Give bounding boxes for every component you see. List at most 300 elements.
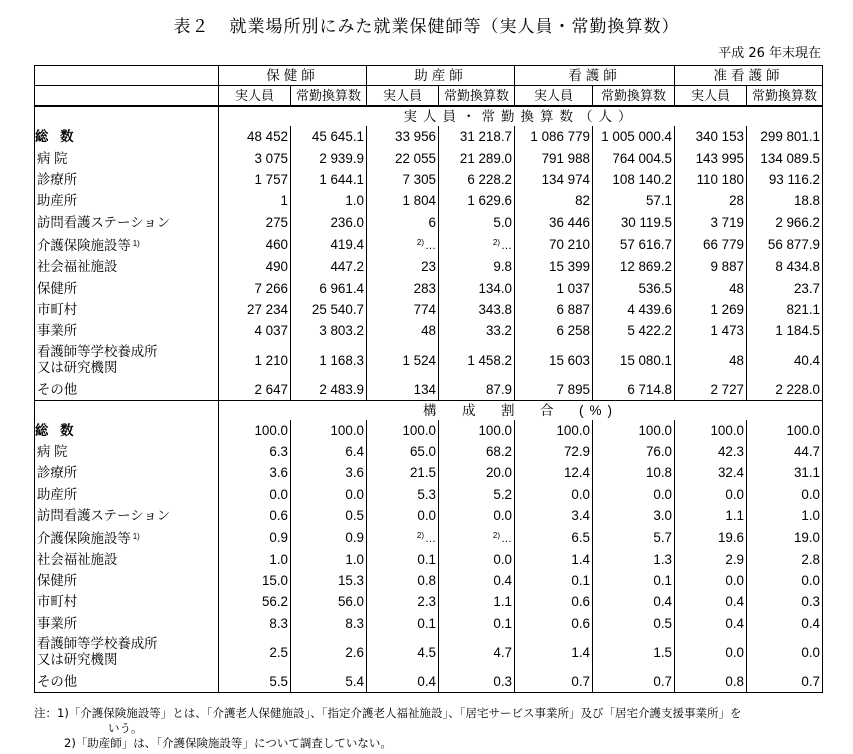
section-label-spacer: [35, 400, 219, 420]
table-cell: 33 956: [367, 126, 439, 147]
table-cell: 0.9: [219, 526, 291, 549]
table-cell: 76.0: [593, 441, 675, 462]
footnote-1-continued: いう。: [108, 721, 143, 735]
table-cell: 15.3: [291, 570, 367, 591]
row-label-hospital: [35, 441, 219, 462]
table-cell: 5.2: [439, 483, 515, 504]
table-row: [35, 277, 823, 298]
table-cell: 1 524: [367, 342, 439, 379]
table-cell: 0.7: [593, 671, 675, 693]
table-cell: 5.7: [593, 526, 675, 549]
table-cell: 460: [219, 233, 291, 256]
table-cell: [439, 526, 515, 549]
table-cell: 70 210: [515, 233, 593, 256]
table-cell: 2.5: [219, 634, 291, 671]
table-cell: 0.0: [747, 634, 823, 671]
table-cell: 48: [675, 277, 747, 298]
row-label-text: 事業所: [37, 323, 78, 339]
table-cell: 0.0: [439, 549, 515, 570]
table-cell: 0.0: [593, 483, 675, 504]
table-cell: 8.3: [219, 612, 291, 633]
table-row: [35, 634, 823, 671]
table-row: [35, 320, 823, 341]
row-label-text: 病 院: [37, 150, 68, 166]
row-label-office: [35, 612, 219, 633]
table-cell: 0.0: [747, 483, 823, 504]
table-cell: 2 483.9: [291, 379, 367, 401]
table-cell: 12.4: [515, 462, 593, 483]
group-header: 保健師: [219, 66, 367, 86]
row-label-line: 看護師等学校養成所: [37, 344, 158, 360]
table-cell: 340 153: [675, 126, 747, 147]
table-cell: 1 184.5: [747, 320, 823, 341]
table-cell: 48: [367, 320, 439, 341]
table-cell: 33.2: [439, 320, 515, 341]
sub-header-row: [35, 86, 823, 107]
table-cell: 1 629.6: [439, 190, 515, 211]
table-cell: 5.0: [439, 212, 515, 233]
table-cell: 7 895: [515, 379, 593, 401]
row-label-visiting: [35, 505, 219, 526]
table-cell: 5.5: [219, 671, 291, 693]
table-row: [35, 379, 823, 401]
table-cell: 87.9: [439, 379, 515, 401]
table-cell: 6 887: [515, 299, 593, 320]
table-cell: 48: [675, 342, 747, 379]
table-cell: 0.1: [367, 612, 439, 633]
row-label-text: 社会福祉施設: [37, 259, 118, 275]
table-cell: 65.0: [367, 441, 439, 462]
table-cell: 56.2: [219, 591, 291, 612]
table-cell: 42.3: [675, 441, 747, 462]
table-row: [35, 342, 823, 379]
table-cell: 0.4: [439, 570, 515, 591]
footnote-mark: 2): [492, 237, 500, 247]
table-cell: 299 801.1: [747, 126, 823, 147]
table-cell: 275: [219, 212, 291, 233]
table-cell: 2.6: [291, 634, 367, 671]
row-label-line: 看護師等学校養成所: [37, 636, 158, 652]
table-cell: 4 439.6: [593, 299, 675, 320]
row-label-municipality: [35, 591, 219, 612]
table-row: [35, 549, 823, 570]
table-row: [35, 483, 823, 504]
table-cell: 0.0: [675, 483, 747, 504]
table-cell: 1 005 000.4: [593, 126, 675, 147]
table-cell: 0.1: [439, 612, 515, 633]
table-number: 表２: [173, 17, 210, 37]
row-label-text: 市町村: [37, 594, 78, 610]
table-cell: 9 887: [675, 256, 747, 277]
table-cell: 5.4: [291, 671, 367, 693]
table-cell: 57 616.7: [593, 233, 675, 256]
table-row: [35, 147, 823, 168]
table-cell: 21 289.0: [439, 147, 515, 168]
table-cell: 0.8: [367, 570, 439, 591]
row-label-total: [35, 126, 219, 147]
table-cell: 100.0: [593, 420, 675, 441]
section-header-ratios: [35, 400, 823, 420]
group-header: 准看護師: [675, 66, 823, 86]
table-cell: 0.0: [219, 483, 291, 504]
row-label-clinic: [35, 462, 219, 483]
row-label-other: [35, 671, 219, 693]
table-title-text: 就業場所別にみた就業保健師等（実人員・常勤換算数）: [229, 17, 680, 37]
table-cell: 20.0: [439, 462, 515, 483]
row-label-text: 診療所: [37, 171, 78, 187]
table-cell: 0.0: [367, 505, 439, 526]
table-cell: 1.4: [515, 634, 593, 671]
table-cell: 31.1: [747, 462, 823, 483]
table-row: [35, 420, 823, 441]
table-cell: 7 305: [367, 169, 439, 190]
table-cell: 1.1: [675, 505, 747, 526]
table-cell: 21.5: [367, 462, 439, 483]
table-row: [35, 462, 823, 483]
row-label-office: [35, 320, 219, 341]
table-cell: 6 961.4: [291, 277, 367, 298]
row-label-text: 保健所: [37, 280, 78, 296]
table-cell: 68.2: [439, 441, 515, 462]
not-surveyed-mark: …: [501, 532, 512, 545]
table-cell: 1.0: [747, 505, 823, 526]
table-cell: 27 234: [219, 299, 291, 320]
footnote-mark: 1): [132, 531, 140, 541]
row-label-health-center: [35, 570, 219, 591]
footnote-mark: 1): [132, 238, 140, 248]
table-cell: 3.4: [515, 505, 593, 526]
table-cell: 4.5: [367, 634, 439, 671]
table-cell: 0.3: [747, 591, 823, 612]
row-label-text: 総 数: [35, 129, 78, 145]
table-cell: 1 086 779: [515, 126, 593, 147]
table-cell: 0.1: [515, 570, 593, 591]
header-corner: [35, 86, 219, 107]
table-cell: 66 779: [675, 233, 747, 256]
table-cell: 4 037: [219, 320, 291, 341]
table-cell: 6 228.2: [439, 169, 515, 190]
row-label-municipality: [35, 299, 219, 320]
table-cell: 1 473: [675, 320, 747, 341]
table-cell: 36 446: [515, 212, 593, 233]
table-cell: 6.4: [291, 441, 367, 462]
table-cell: 3.0: [593, 505, 675, 526]
table-cell: 0.0: [515, 483, 593, 504]
table-cell: 6.3: [219, 441, 291, 462]
row-label-visiting: [35, 212, 219, 233]
row-label-text: 助産所: [37, 486, 78, 502]
section-label-spacer: [35, 106, 219, 126]
table-cell: 1 210: [219, 342, 291, 379]
table-cell: 143 995: [675, 147, 747, 168]
table-cell: 0.4: [593, 591, 675, 612]
table-cell: 3.6: [291, 462, 367, 483]
table-cell: 1 757: [219, 169, 291, 190]
table-cell: 56 877.9: [747, 233, 823, 256]
table-cell: 134 089.5: [747, 147, 823, 168]
table-cell: 236.0: [291, 212, 367, 233]
row-label-text: 総 数: [35, 423, 78, 438]
table-cell: 8 434.8: [747, 256, 823, 277]
group-header-row: [35, 66, 823, 86]
row-label-welfare: [35, 549, 219, 570]
row-label-text: その他: [37, 673, 78, 689]
table-cell: 2 966.2: [747, 212, 823, 233]
group-header: 助産師: [367, 66, 515, 86]
table-cell: 100.0: [367, 420, 439, 441]
table-cell: 28: [675, 190, 747, 211]
table-cell: 0.6: [515, 612, 593, 633]
section-header-counts: [35, 106, 823, 126]
table-cell: 0.8: [675, 671, 747, 693]
table-row: [35, 256, 823, 277]
table-cell: 0.4: [675, 612, 747, 633]
table-cell: 1 269: [675, 299, 747, 320]
table-cell: 0.0: [675, 634, 747, 671]
footnote-mark: 2): [492, 530, 500, 540]
table-cell: 8.3: [291, 612, 367, 633]
table-cell: 45 645.1: [291, 126, 367, 147]
group-header: 看護師: [515, 66, 675, 86]
table-cell: 1 037: [515, 277, 593, 298]
table-cell: 32.4: [675, 462, 747, 483]
row-label-birth: [35, 483, 219, 504]
table-cell: 72.9: [515, 441, 593, 462]
table-cell: 2.8: [747, 549, 823, 570]
table-cell: 48 452: [219, 126, 291, 147]
table-cell: 0.5: [593, 612, 675, 633]
sub-header-fte: 常勤換算数: [747, 86, 823, 107]
table-cell: 791 988: [515, 147, 593, 168]
table-cell: [439, 233, 515, 256]
row-label-total: [35, 420, 219, 441]
row-label-text: 保健所: [37, 573, 78, 589]
table-cell: 2 647: [219, 379, 291, 401]
table-cell: 2.3: [367, 591, 439, 612]
table-cell: 1.3: [593, 549, 675, 570]
table-cell: 1 804: [367, 190, 439, 211]
sub-header-actual: 実人員: [675, 86, 747, 107]
table-cell: 5 422.2: [593, 320, 675, 341]
row-label-health-center: [35, 277, 219, 298]
table-cell: 30 119.5: [593, 212, 675, 233]
row-label-text: 診療所: [37, 465, 78, 481]
row-label-clinic: [35, 169, 219, 190]
table-row: [35, 212, 823, 233]
sub-header-actual: 実人員: [515, 86, 593, 107]
table-cell: 40.4: [747, 342, 823, 379]
table-row: [35, 671, 823, 693]
row-label-birth: [35, 190, 219, 211]
table-cell: 100.0: [291, 420, 367, 441]
sub-header-fte: 常勤換算数: [439, 86, 515, 107]
footnote-mark: 2): [416, 530, 424, 540]
table-cell: 15.0: [219, 570, 291, 591]
table-cell: 10.8: [593, 462, 675, 483]
table-cell: 19.6: [675, 526, 747, 549]
table-cell: 31 218.7: [439, 126, 515, 147]
row-label-hospital: [35, 147, 219, 168]
table-cell: 1 458.2: [439, 342, 515, 379]
row-label-welfare: [35, 256, 219, 277]
row-label-care: [35, 233, 219, 256]
table-cell: 1: [219, 190, 291, 211]
row-label-text: 介護保険施設等: [37, 237, 131, 253]
table-cell: 3.6: [219, 462, 291, 483]
section-title: 実人員・常勤換算数（人）: [219, 106, 823, 126]
footnotes: [34, 706, 834, 751]
table-cell: 2.9: [675, 549, 747, 570]
table-cell: 100.0: [219, 420, 291, 441]
table-cell: 25 540.7: [291, 299, 367, 320]
row-label-text: 介護保険施設等: [37, 530, 131, 546]
table-row: [35, 591, 823, 612]
table-cell: 22 055: [367, 147, 439, 168]
row-label-line: 又は研究機関: [37, 360, 118, 376]
row-label-line: 又は研究機関: [37, 652, 118, 668]
table-cell: 110 180: [675, 169, 747, 190]
table-cell: 1.5: [593, 634, 675, 671]
table-cell: 57.1: [593, 190, 675, 211]
table-cell: 1 168.3: [291, 342, 367, 379]
table-cell: 134 974: [515, 169, 593, 190]
table-cell: 100.0: [515, 420, 593, 441]
table-cell: 419.4: [291, 233, 367, 256]
table-cell: 0.5: [291, 505, 367, 526]
table-cell: [367, 526, 439, 549]
table-cell: 0.1: [367, 549, 439, 570]
table-cell: 12 869.2: [593, 256, 675, 277]
table-cell: 0.4: [747, 612, 823, 633]
table-row: [35, 233, 823, 256]
table-cell: 134: [367, 379, 439, 401]
table-cell: 134.0: [439, 277, 515, 298]
not-surveyed-mark: …: [425, 239, 436, 252]
sub-header-actual: 実人員: [367, 86, 439, 107]
row-label-school: [35, 634, 219, 671]
table-cell: 490: [219, 256, 291, 277]
footnote-2: 2)「助産師」は、「介護保険施設等」について調査していない。: [64, 736, 392, 750]
header-corner: [35, 66, 219, 86]
row-label-text: 助産所: [37, 193, 78, 209]
footnote-1: 注：1)「介護保険施設等」とは、「介護老人保健施設」、「指定介護老人福祉施設」、「居宅サービス事業所」及び「居宅介護支援事業所」を: [34, 706, 742, 720]
table-cell: 15 080.1: [593, 342, 675, 379]
table-cell: 82: [515, 190, 593, 211]
row-label-text: 事業所: [37, 615, 78, 631]
table-cell: 283: [367, 277, 439, 298]
table-cell: 100.0: [439, 420, 515, 441]
data-table: [34, 65, 823, 693]
table-cell: 2 727: [675, 379, 747, 401]
table-cell: 1.0: [219, 549, 291, 570]
footnote-mark: 2): [416, 237, 424, 247]
table-cell: 3 803.2: [291, 320, 367, 341]
sub-header-fte: 常勤換算数: [593, 86, 675, 107]
table-cell: 6.5: [515, 526, 593, 549]
table-cell: 6: [367, 212, 439, 233]
table-row: [35, 505, 823, 526]
table-row: [35, 299, 823, 320]
table-cell: 15 603: [515, 342, 593, 379]
table-cell: 1.4: [515, 549, 593, 570]
table-cell: 0.0: [439, 505, 515, 526]
table-cell: 6 258: [515, 320, 593, 341]
table-row: [35, 190, 823, 211]
row-label-text: 病 院: [37, 444, 68, 460]
table-cell: 3 075: [219, 147, 291, 168]
table-cell: 1.1: [439, 591, 515, 612]
row-label-school: [35, 342, 219, 379]
table-row: [35, 526, 823, 549]
table-cell: 23.7: [747, 277, 823, 298]
table-cell: 93 116.2: [747, 169, 823, 190]
table-cell: 343.8: [439, 299, 515, 320]
table-cell: 0.6: [515, 591, 593, 612]
table-cell: 2 939.9: [291, 147, 367, 168]
table-cell: 5.3: [367, 483, 439, 504]
table-cell: 0.0: [675, 570, 747, 591]
table-cell: 821.1: [747, 299, 823, 320]
sub-header-fte: 常勤換算数: [291, 86, 367, 107]
table-cell: 0.9: [291, 526, 367, 549]
table-cell: 0.0: [291, 483, 367, 504]
table-cell: 0.3: [439, 671, 515, 693]
table-cell: 1 644.1: [291, 169, 367, 190]
table-row: [35, 441, 823, 462]
table-cell: 0.0: [747, 570, 823, 591]
row-label-text: 市町村: [37, 301, 78, 317]
table-cell: 774: [367, 299, 439, 320]
table-cell: 7 266: [219, 277, 291, 298]
table-cell: 0.7: [515, 671, 593, 693]
row-label-text: 訪問看護ステーション: [37, 214, 171, 230]
sub-header-actual: 実人員: [219, 86, 291, 107]
row-label-text: 訪問看護ステーション: [37, 507, 171, 523]
row-label-care: [35, 526, 219, 549]
table-cell: 44.7: [747, 441, 823, 462]
table-cell: 18.8: [747, 190, 823, 211]
table-row: [35, 570, 823, 591]
table-cell: 536.5: [593, 277, 675, 298]
table-cell: 9.8: [439, 256, 515, 277]
table-cell: 23: [367, 256, 439, 277]
table-cell: 100.0: [675, 420, 747, 441]
table-cell: 3 719: [675, 212, 747, 233]
not-surveyed-mark: …: [501, 239, 512, 252]
table-cell: 764 004.5: [593, 147, 675, 168]
table-cell: 0.6: [219, 505, 291, 526]
table-title: [0, 12, 853, 37]
table-cell: 0.1: [593, 570, 675, 591]
table-cell: 447.2: [291, 256, 367, 277]
table-row: [35, 126, 823, 147]
row-label-text: その他: [37, 381, 78, 397]
table-row: [35, 169, 823, 190]
table-cell: 6 714.8: [593, 379, 675, 401]
table-cell: 1.0: [291, 549, 367, 570]
table-cell: 56.0: [291, 591, 367, 612]
table-cell: 19.0: [747, 526, 823, 549]
table-cell: 2 228.0: [747, 379, 823, 401]
table-row: [35, 612, 823, 633]
table-cell: 100.0: [747, 420, 823, 441]
table-cell: 15 399: [515, 256, 593, 277]
table-cell: 1.0: [291, 190, 367, 211]
row-label-other: [35, 379, 219, 401]
table-cell: [367, 233, 439, 256]
row-label-text: 社会福祉施設: [37, 551, 118, 567]
table-cell: 4.7: [439, 634, 515, 671]
